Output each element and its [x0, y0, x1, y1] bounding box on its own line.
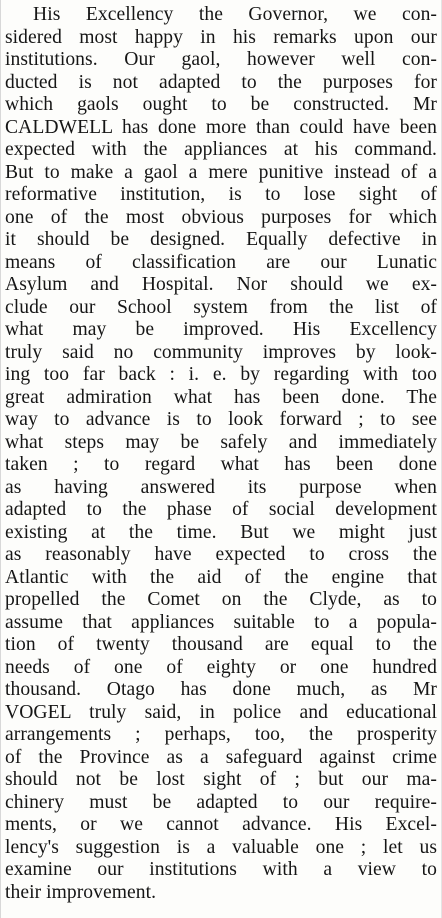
text-line: ments, or we cannot advance. His Excel-: [5, 814, 437, 835]
text-line: which gaols ought to be constructed. Mr: [5, 94, 437, 115]
text-line: reformative institution, is to lose sight of: [5, 184, 437, 205]
text-line: ducted is not adapted to the purposes for: [5, 71, 437, 93]
text-line: sidered most happy in his remarks upon our: [5, 26, 437, 48]
text-line: But to make a gaol a mere punitive instead of a: [5, 161, 437, 183]
text-line: what may be improved. His Excellency: [5, 319, 437, 340]
text-line: thousand. Otago has done much, as Mr: [5, 679, 437, 700]
text-line: expected with the appliances at his command.: [5, 139, 437, 160]
text-line: lency's suggestion is a valuable one ; let us: [5, 836, 437, 858]
text-line: Atlantic with the aid of the engine that: [5, 566, 437, 588]
text-line: VOGEL truly said, in police and educational: [5, 701, 437, 723]
text-line: CALDWELL has done more than could have been: [5, 116, 437, 138]
text-line: needs of one of eighty or one hundred: [5, 656, 437, 678]
text-line: their improvement.: [5, 881, 157, 903]
text-line: ing too far back : i. e. by regarding with too: [5, 364, 437, 385]
text-line: propelled the Comet on the Clyde, as to: [5, 589, 437, 610]
text-line: as having answered its purpose when: [5, 476, 437, 498]
text-line: tion of twenty thousand are equal to the: [5, 634, 437, 655]
text-line: should not be lost sight of ; but our ma-: [5, 769, 437, 790]
text-line: taken ; to regard what has been done: [5, 454, 437, 475]
text-line: one of the most obvious purposes for which: [5, 206, 437, 228]
text-line: clude our School system from the list of: [5, 296, 437, 318]
text-line: way to advance is to look forward ; to see: [5, 409, 437, 430]
text-line: Asylum and Hospital. Nor should we ex-: [5, 274, 437, 295]
text-line: existing at the time. But we might just: [5, 521, 437, 543]
text-line: as reasonably have expected to cross the: [5, 544, 437, 565]
text-line: means of classification are our Lunatic: [5, 251, 437, 273]
text-line: assume that appliances suitable to a popula-: [5, 611, 437, 633]
text-line: examine our institutions with a view to: [5, 859, 437, 880]
text-line: His Excellency the Governor, we con-: [33, 4, 437, 25]
text-line: adapted to the phase of social development: [5, 499, 437, 520]
text-line: truly said no community improves by look-: [5, 341, 437, 363]
text-line: it should be designed. Equally defective in: [5, 229, 437, 250]
text-line: what steps may be safely and immediately: [5, 431, 437, 453]
text-line: of the Province as a safeguard against crime: [5, 746, 437, 768]
text-line: chinery must be adapted to our require-: [5, 791, 437, 813]
text-line: institutions. Our gaol, however well con-: [5, 49, 437, 70]
text-line: great admiration what has been done. The: [5, 386, 437, 408]
text-line: arrangements ; perhaps, too, the prosperity: [5, 724, 437, 745]
